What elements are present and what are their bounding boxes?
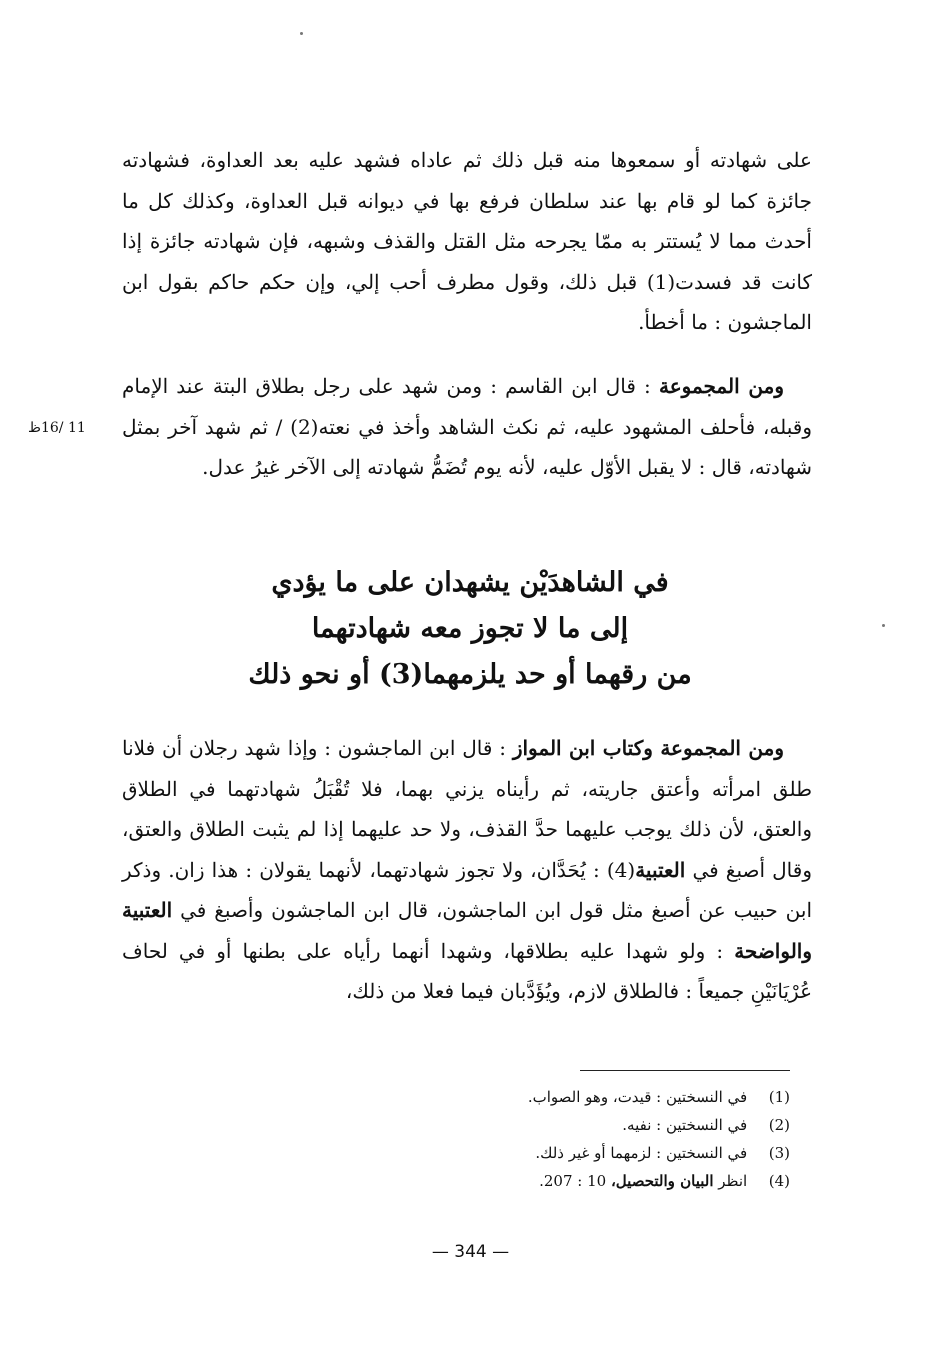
footnote-text: 10 : 207.: [539, 1172, 607, 1190]
footnote-number: (4): [768, 1172, 790, 1190]
footnotes: [300, 1083, 790, 1195]
footnote-book-title: البيان والتحصيل،: [610, 1172, 714, 1190]
source-reference: ومن المجموعة: [658, 374, 785, 398]
margin-folio-note: 11 /16ظ: [28, 420, 86, 436]
footnote-number: (1): [768, 1088, 790, 1106]
footnote-item: [300, 1167, 790, 1195]
footnote-text: في النسختين : لزمهما أو غير ذلك.: [535, 1144, 748, 1162]
paragraph-2: [122, 366, 812, 488]
footnote-item: [300, 1139, 790, 1167]
page-number: — 344 —: [431, 1242, 510, 1262]
footnote-number: (2): [768, 1116, 790, 1134]
paragraph-1: [122, 140, 812, 343]
paragraph-3-text-c: : ولو شهدا عليه بطلاقها، وشهدا أنهما رأياه على بطنها أو في لحاف عُرْيَانَيْنِ جميعاً : فالطلاق لازم، ويُؤَدَّبان فيما فعلا من ذلك،: [122, 938, 812, 1003]
scan-speck: [882, 624, 885, 627]
footnote-item: [300, 1083, 790, 1111]
scan-speck: [300, 32, 303, 35]
heading-line-3: من رقهما أو حد يلزمهما(3) أو نحو ذلك: [248, 659, 692, 690]
footnote-text: في النسختين : نفيه.: [622, 1116, 748, 1134]
paragraph-3-text-a: : قال ابن الماجشون : وإذا شهد رجلان أن فلانا طلق امرأته وأعتق جاريته، ثم رأيناه يزني بهما، فلا تُقْبَلُ شهادتهما في الطلاق والعتق، لأن ذلك يوجب عليهما حدَّ القذف، ولا حد عليهما إذا لم يثبت الطلاق والعتق، وقال أصبغ في: [122, 736, 812, 882]
paragraph-3: [122, 728, 812, 1012]
footnote-separator: [580, 1070, 790, 1071]
paragraph-1-text: على شهادته أو سمعوها منه قبل ذلك ثم عاداه فشهد عليه بعد العداوة، فشهادته جائزة كما لو قام بها عند سلطان فرفع بها في ديوانه قبل العداوة، وكذلك كل ما أحدث مما لا يُستتر به ممّا يجرحه مثل القتل والقذف وشبهه، فإن شهادته جائزة إذا كانت قد فسدت(1) قبل ذلك، وقول مطرف أحب إلي، وإن حكم حاكم بقول ابن الماجشون : ما أخطأ.: [122, 148, 812, 334]
footnote-text: انظر: [718, 1172, 748, 1190]
footnote-number: (3): [768, 1144, 790, 1162]
heading-line-2: إلى ما لا تجوز معه شهادتهما: [311, 613, 629, 644]
paragraph-3-text-b: (4) : يُحَدَّان، ولا تجوز شهادتهما، لأنهما يقولان : هذا زان. وذكر ابن حبيب عن أصبغ مثل قول ابن الماجشون، قال ابن الماجشون وأصبغ في: [122, 857, 812, 922]
paragraph-2-text: : قال ابن القاسم : ومن شهد على رجل بطلاق البتة عند الإمام وقبله، فأحلف المشهود عليه، ثم نكث الشاهد وأخذ في نعته(2) / ثم شهد آخر بمثل شهادته، قال : لا يقبل الأوّل عليه، لأنه يوم تُضَمُّ شهادته إلى الآخر غيرُ عدل.: [122, 374, 812, 479]
paragraph-2-indent: [784, 374, 812, 398]
source-reference: العتبية والواضحة: [122, 898, 812, 963]
source-reference: ومن المجموعة وكتاب ابن المواز: [512, 736, 784, 760]
heading-line-1: في الشاهدَيْن يشهدان على ما يؤدي: [271, 567, 669, 598]
section-heading: [150, 560, 790, 698]
source-reference: العتبية: [635, 857, 686, 882]
footnote-text: في النسختين : قيدت، وهو الصواب.: [527, 1088, 748, 1106]
footnote-item: [300, 1111, 790, 1139]
paragraph-3-indent: [784, 736, 812, 760]
